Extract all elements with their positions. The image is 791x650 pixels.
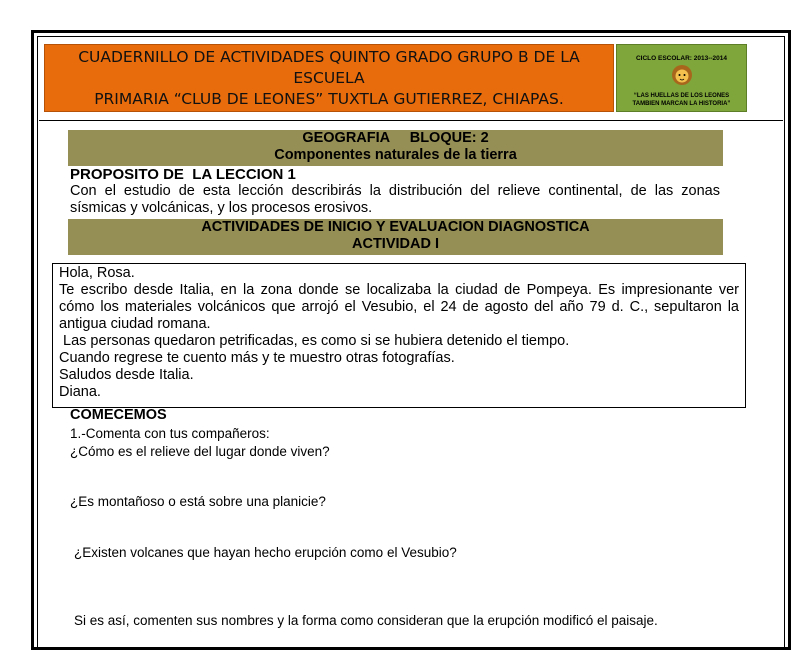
- school-cycle: CICLO ESCOLAR: 2013--2014: [635, 55, 728, 62]
- booklet-title-line2: PRIMARIA “CLUB DE LEONES” TUXTLA GUTIERREZ, CHIAPAS.: [94, 89, 564, 108]
- start-section-title: COMECEMOS: [70, 407, 167, 423]
- letter-box: [52, 263, 746, 408]
- activity-number: ACTIVIDAD I: [352, 236, 439, 252]
- header-divider: [39, 120, 783, 121]
- purpose-text: Con el estudio de esta lección describirás la distribución del relieve continental, de las zonas sísmicas y volcánicas, y los procesos erosivos.: [70, 183, 720, 216]
- subject-band: [68, 130, 723, 166]
- school-motto-line1: “LAS HUELLAS DE LOS LEONES: [633, 93, 730, 99]
- school-badge: [616, 44, 747, 112]
- subject-heading: GEOGRAFIA BLOQUE: 2: [302, 130, 489, 146]
- booklet-title: [44, 44, 614, 112]
- lion-logo-icon: [669, 64, 695, 86]
- question-eruption: Si es así, comenten sus nombres y la forma como consideran que la erupción modificó el paisaje.: [74, 613, 658, 628]
- school-motto: [617, 93, 746, 108]
- letter-paragraph: Te escribo desde Italia, en la zona donde se localizaba la ciudad de Pompeya. Es impresionante ver cómo los materiales volcánicos que arrojó el Vesubio, el 24 de agosto del año 79 d. C., sepultaron la antigua ciudad romana.: [59, 282, 739, 332]
- subject-topic: Componentes naturales de la tierra: [274, 147, 517, 163]
- letter-paragraph: Las personas quedaron petrificadas, es como si se hubiera detenido el tiempo.: [59, 333, 570, 349]
- question-mountainous: ¿Es montañoso o está sobre una planicie?: [70, 494, 326, 509]
- activity-heading: ACTIVIDADES DE INICIO Y EVALUACION DIAGNOSTICA: [201, 219, 590, 235]
- activity-band: [68, 219, 723, 255]
- question-volcanoes: ¿Existen volcanes que hayan hecho erupción como el Vesubio?: [74, 545, 457, 560]
- question-relief: ¿Cómo es el relieve del lugar donde viven?: [70, 444, 330, 459]
- letter-signature: Diana.: [59, 384, 101, 400]
- question-prompt: 1.-Comenta con tus compañeros:: [70, 426, 270, 441]
- letter-greeting: Hola, Rosa.: [59, 265, 135, 281]
- purpose-title: PROPOSITO DE LA LECCION 1: [70, 166, 296, 183]
- school-motto-line2: TAMBIEN MARCAN LA HISTORIA”: [632, 100, 731, 107]
- letter-closing: Saludos desde Italia.: [59, 367, 194, 383]
- booklet-title-line1: CUADERNILLO DE ACTIVIDADES QUINTO GRADO GRUPO B DE LA ESCUELA: [78, 47, 580, 87]
- letter-paragraph: Cuando regrese te cuento más y te muestro otras fotografías.: [59, 350, 455, 366]
